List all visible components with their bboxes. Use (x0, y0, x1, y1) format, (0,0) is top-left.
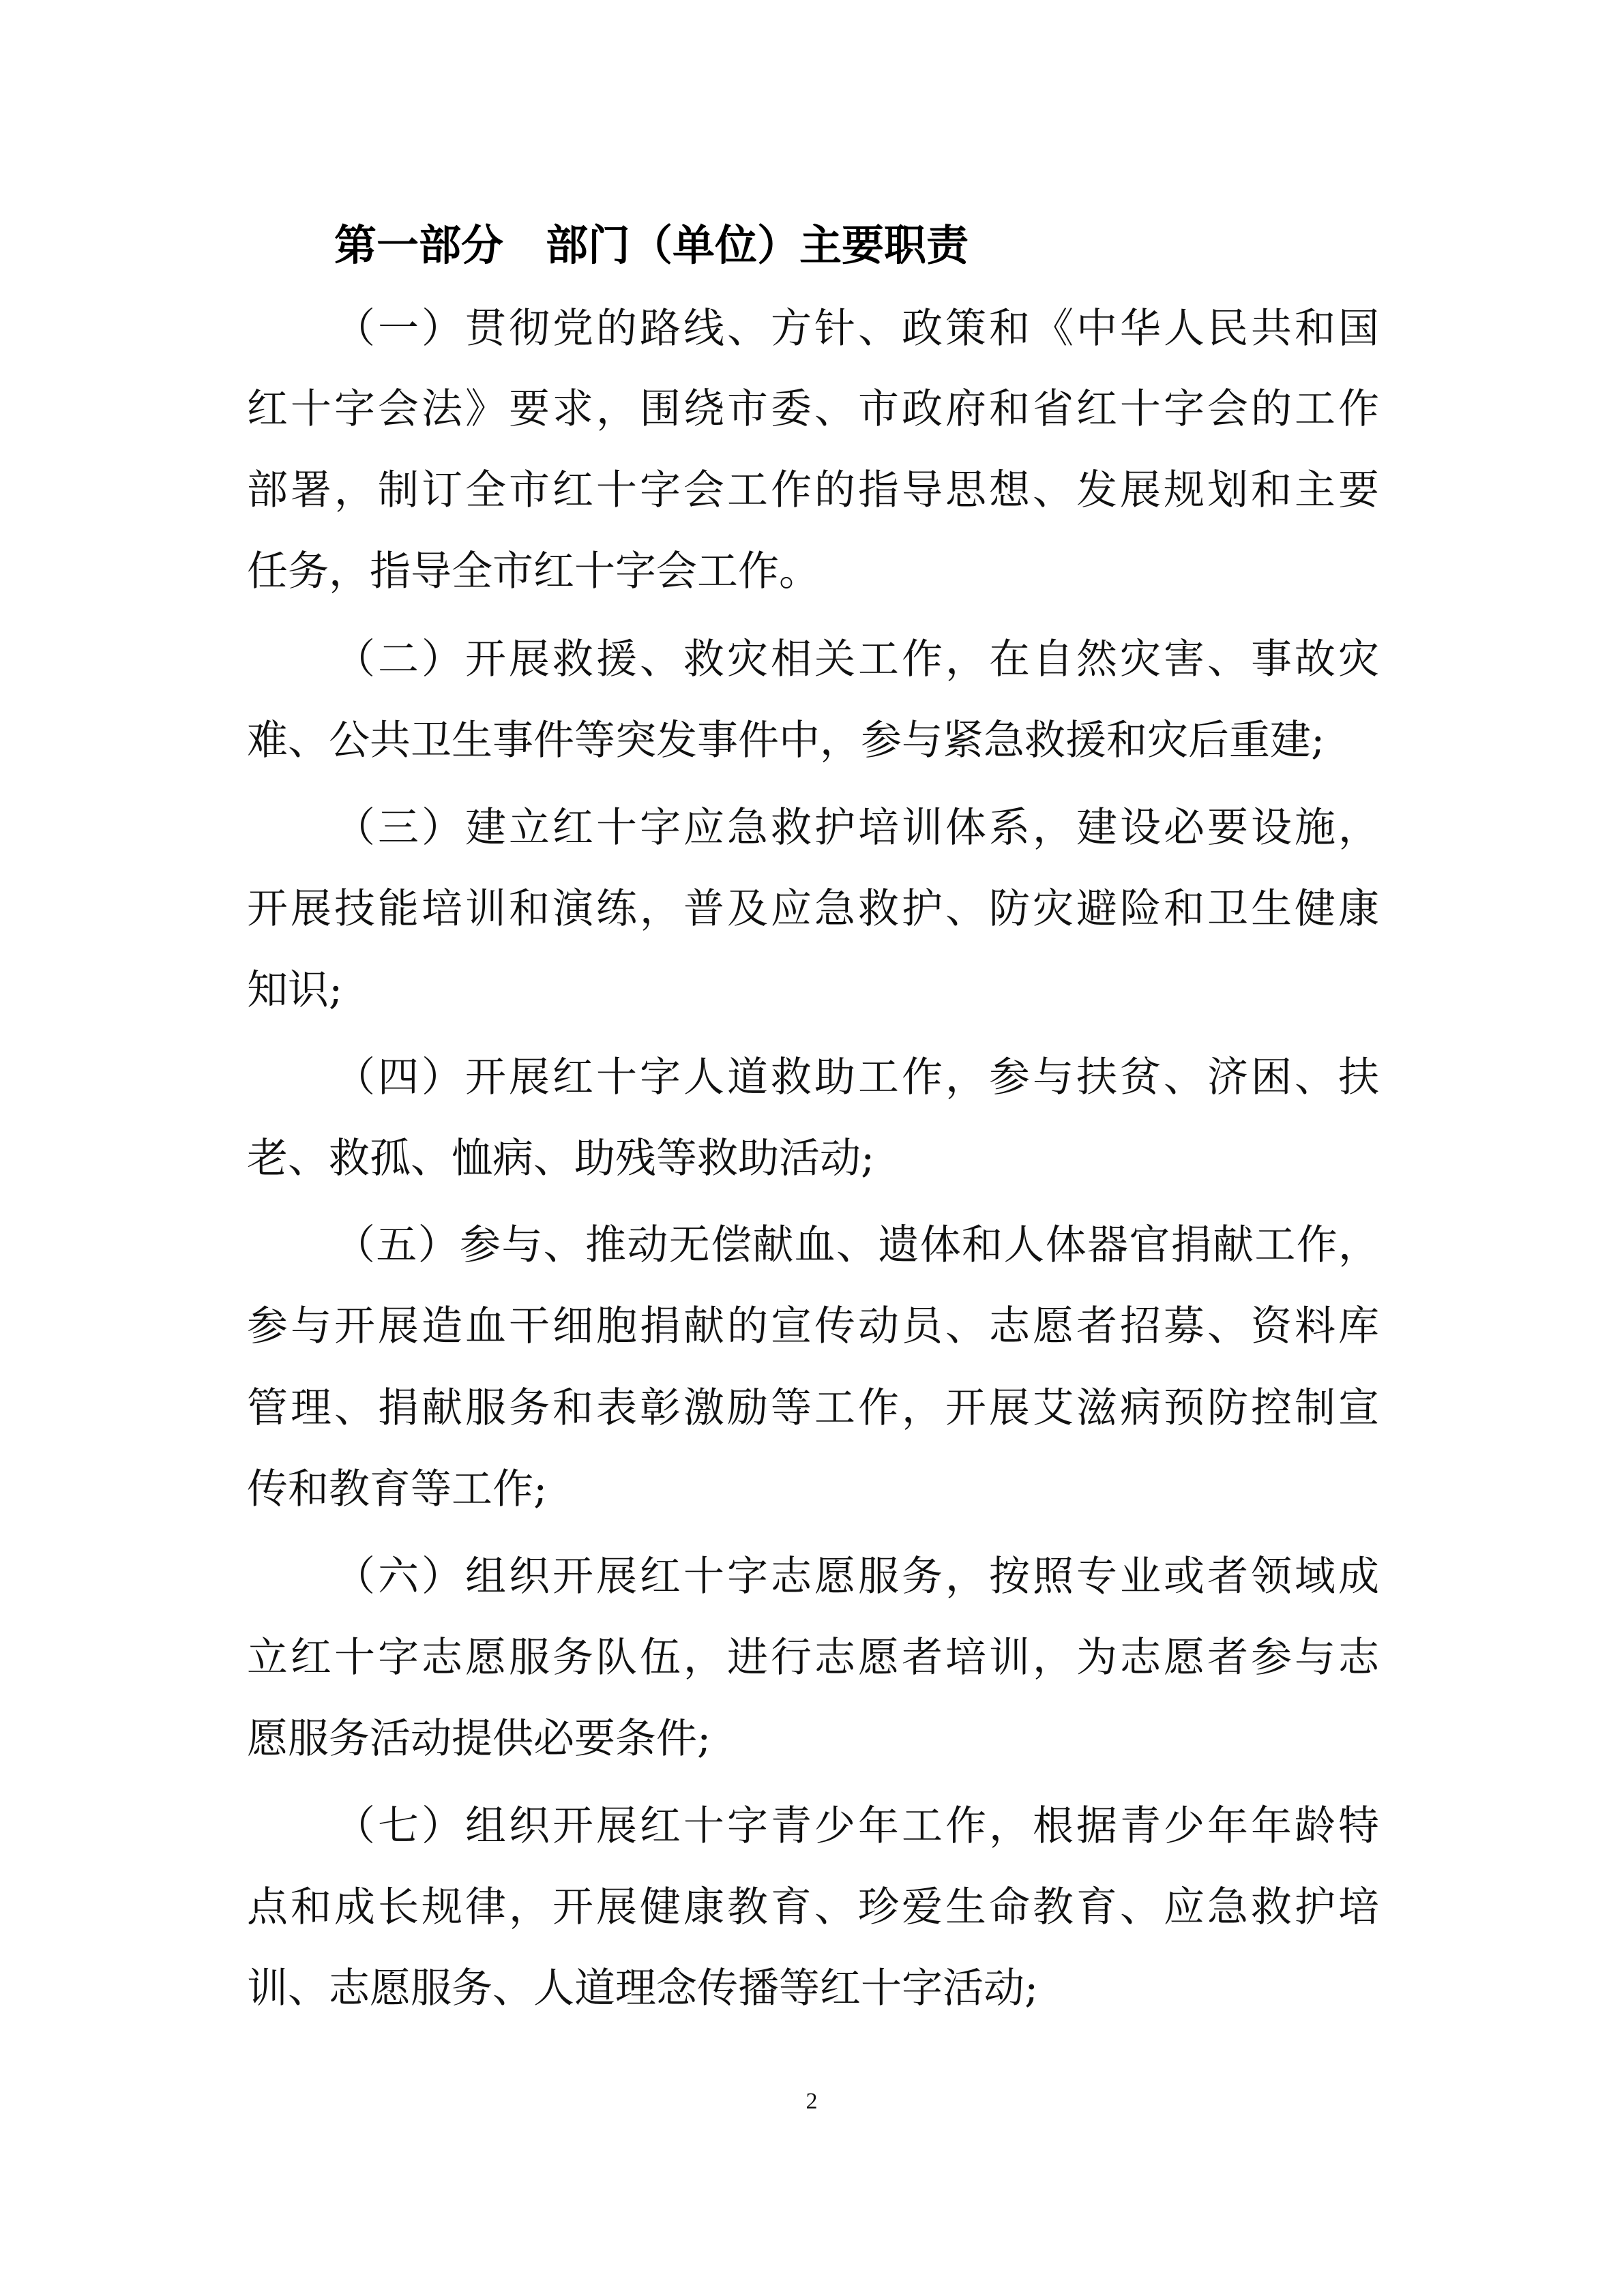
paragraph-1-line: 红十字会法》要求，围绕市委、市政府和省红十字会的工作 (247, 385, 1379, 433)
paragraph-3-line: 知识; (247, 966, 343, 1014)
section-part-number: 第一部分 (334, 220, 504, 270)
paragraph-7-line: 点和成长规律，开展健康教育、珍爱生命教育、应急救护培 (247, 1883, 1379, 1931)
paragraph-1-line: 任务，指导全市红十字会工作。 (247, 548, 820, 595)
paragraph-1-line: （一）贯彻党的路线、方针、政策和《中华人民共和国 (334, 305, 1379, 353)
paragraph-6-line: （六）组织开展红十字志愿服务，按照专业或者领域成 (334, 1553, 1379, 1600)
paragraph-3-line: 开展技能培训和演练，普及应急救护、防灾避险和卫生健康 (247, 885, 1379, 933)
paragraph-7-line: （七）组织开展红十字青少年工作，根据青少年年龄特 (334, 1802, 1379, 1850)
paragraph-2-line: （二）开展救援、救灾相关工作，在自然灾害、事故灾 (334, 636, 1379, 683)
paragraph-3-line: （三）建立红十字应急救护培训体系，建设必要设施， (334, 804, 1379, 852)
paragraph-4-line: （四）开展红十字人道救助工作，参与扶贫、济困、扶 (334, 1054, 1379, 1101)
paragraph-5-line: （五）参与、推动无偿献血、遗体和人体器官捐献工作， (334, 1221, 1379, 1269)
paragraph-6-line: 立红十字志愿服务队伍，进行志愿者培训，为志愿者参与志 (247, 1634, 1379, 1682)
paragraph-1-line: 部署，制订全市红十字会工作的指导思想、发展规划和主要 (247, 466, 1379, 514)
paragraph-5-line: 传和教育等工作; (247, 1465, 548, 1513)
paragraph-2-line: 难、公共卫生事件等突发事件中，参与紧急救援和灾后重建; (247, 717, 1325, 764)
paragraph-5-line: 参与开展造血干细胞捐献的宣传动员、志愿者招募、资料库 (247, 1302, 1379, 1350)
page-number: 2 (806, 2089, 818, 2114)
section-heading (334, 217, 969, 274)
paragraph-6-line: 愿服务活动提供必要条件; (247, 1715, 711, 1763)
paragraph-7-line: 训、志愿服务、人道理念传播等红十字活动; (247, 1965, 1039, 2012)
section-title: 部门（单位）主要职责 (546, 220, 969, 270)
paragraph-5-line: 管理、捐献服务和表彰激励等工作，开展艾滋病预防控制宣 (247, 1384, 1379, 1432)
paragraph-4-line: 老、救孤、恤病、助残等救助活动; (247, 1135, 875, 1182)
